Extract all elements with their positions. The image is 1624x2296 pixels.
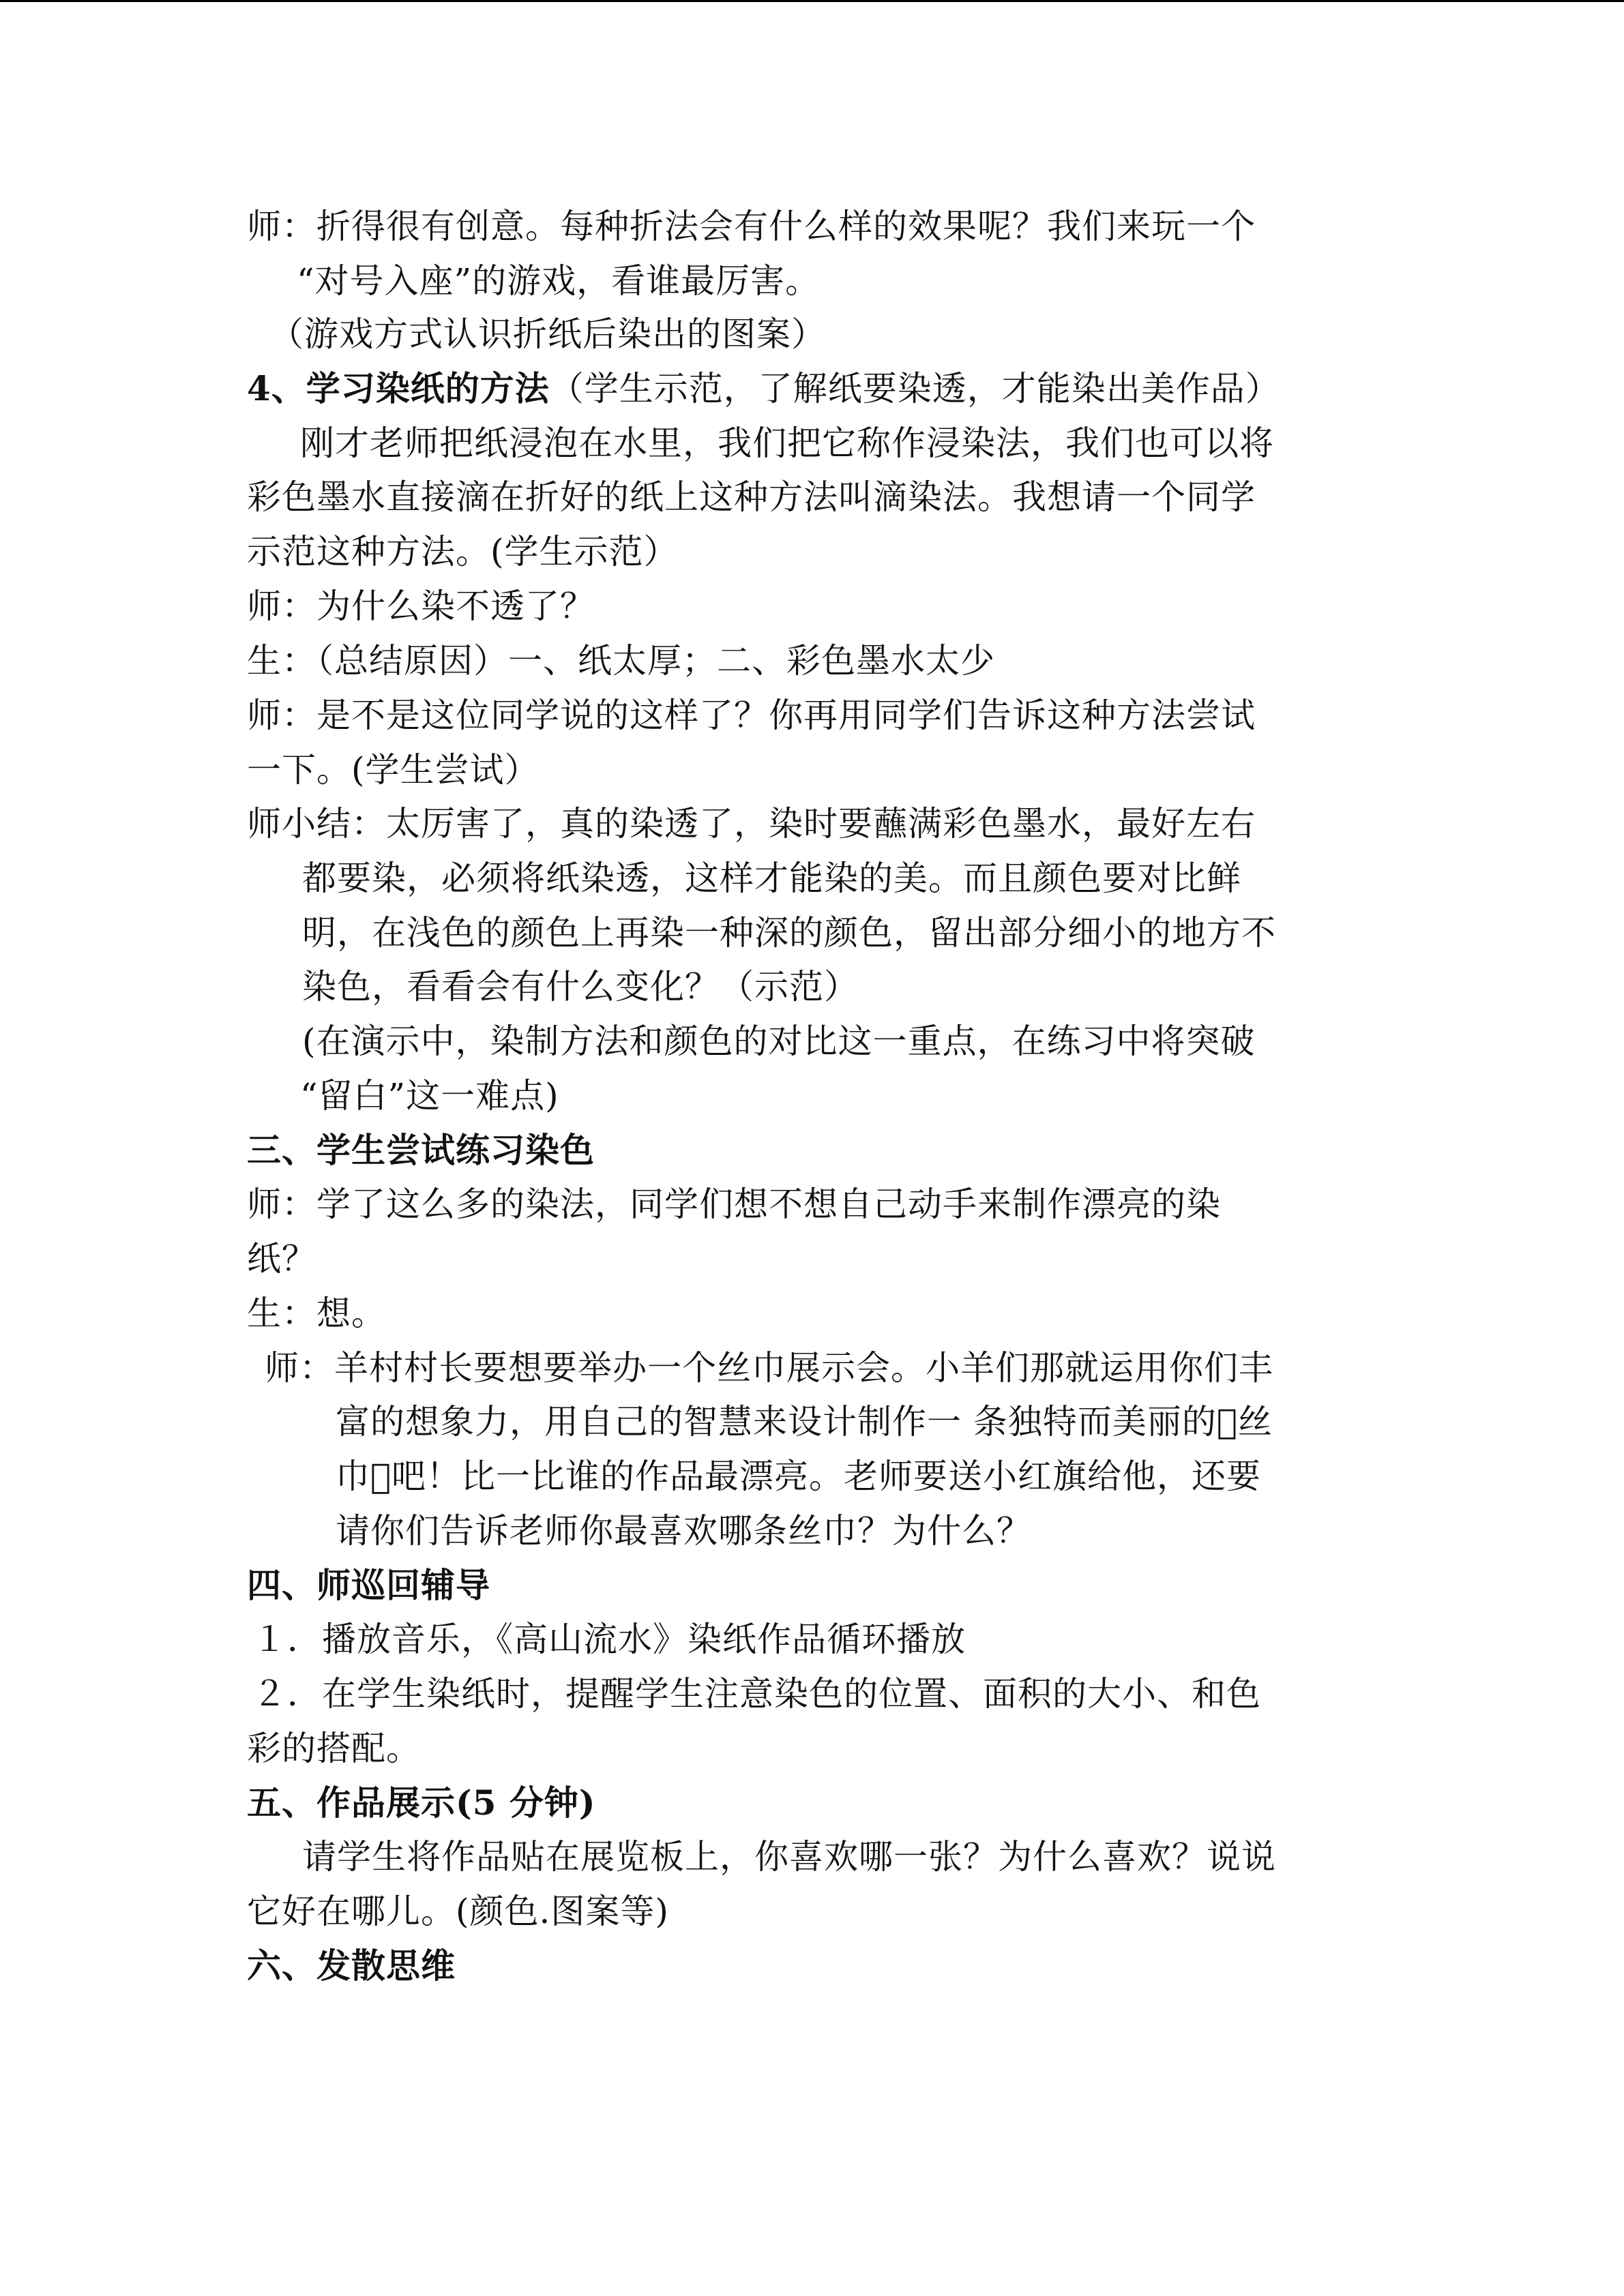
paragraph-line: 生：（总结原因）一、纸太厚；二、彩色墨水太少: [247, 641, 995, 681]
paragraph-line: 师：折得很有创意。每种折法会有什么样的效果呢？我们来玩一个: [247, 207, 1256, 246]
paragraph-line: 师：学了这么多的染法，同学们想不想自己动手来制作漂亮的染: [247, 1184, 1221, 1224]
paragraph-line: 一下。(学生尝试）: [247, 750, 540, 790]
paragraph-line: 师：是不是这位同学说的这样了？你再用同学们告诉这种方法尝试: [247, 696, 1256, 735]
section-heading: 五、作品展示(5 分钟): [247, 1783, 596, 1823]
paragraph-line: (在演示中，染制方法和颜色的对比这一重点，在练习中将突破: [302, 1022, 1256, 1061]
list-item: １．播放音乐，《高山流水》染纸作品循环播放: [252, 1620, 966, 1659]
paragraph-line: 示范这种方法。(学生示范）: [247, 532, 679, 571]
section-heading: 六、发散思维: [247, 1945, 456, 1986]
paragraph-line: 请学生将作品贴在展览板上，你喜欢哪一张？为什么喜欢？说说: [302, 1837, 1276, 1877]
paragraph-line: “对号入座”的游戏，看谁最厉害。: [297, 261, 821, 301]
paragraph-line: 生：想。: [247, 1294, 386, 1333]
paragraph-line: 请你们告诉老师你最喜欢哪条丝巾？为什么？: [336, 1511, 1031, 1551]
page-top-border: [0, 0, 1624, 2]
section-heading: 四、师巡回辅导: [247, 1565, 490, 1605]
paragraph-text: （学生示范，了解纸要染透，才能染出美作品）: [549, 369, 1280, 408]
paragraph-line: 染色，看看会有什么变化？（示范）: [302, 967, 859, 1007]
paragraph-line: 彩色墨水直接滴在折好的纸上这种方法叫滴染法。我想请一个同学: [247, 477, 1256, 517]
paragraph-line: 彩的搭配。: [247, 1729, 421, 1768]
paragraph-line: 富的想象力，用自己的智慧来设计制作一 条独特而美丽的 丝: [336, 1402, 1273, 1442]
section-heading: 三、学生尝试练习染色: [247, 1130, 595, 1170]
paragraph-line: 师小结：太厉害了，真的染透了，染时要蘸满彩色墨水，最好左右: [247, 804, 1256, 844]
paragraph-line: 纸？: [247, 1239, 316, 1279]
paragraph-line: 明，在浅色的颜色上再染一种深的颜色，留出部分细小的地方不: [302, 913, 1276, 953]
paragraph-line: （游戏方式认识折纸后染出的图案）: [269, 314, 826, 354]
paragraph-line: 师：为什么染不透了？: [247, 586, 595, 626]
list-item: ２．在学生染纸时，提醒学生注意染色的位置、面积的大小、和色: [252, 1674, 1261, 1714]
paragraph-line: 都要染，必须将纸染透，这样才能染的美。而且颜色要对比鲜: [302, 859, 1241, 898]
paragraph-line: 师：羊村村长要想要举办一个丝巾展示会。小羊们那就运用你们丰: [265, 1348, 1273, 1388]
paragraph-line: 刚才老师把纸浸泡在水里，我们把它称作浸染法，我们也可以将: [300, 423, 1274, 463]
section-heading: 4、学习染纸的方法: [247, 368, 550, 408]
paragraph-line: 巾 吧！比一比谁的作品最漂亮。老师要送小红旗给他，还要: [336, 1457, 1262, 1496]
section-heading-line: [247, 367, 1280, 411]
paragraph-line: 它好在哪儿。(颜色.图案等): [247, 1892, 669, 1931]
paragraph-line: “留白”这一难点): [300, 1076, 559, 1116]
